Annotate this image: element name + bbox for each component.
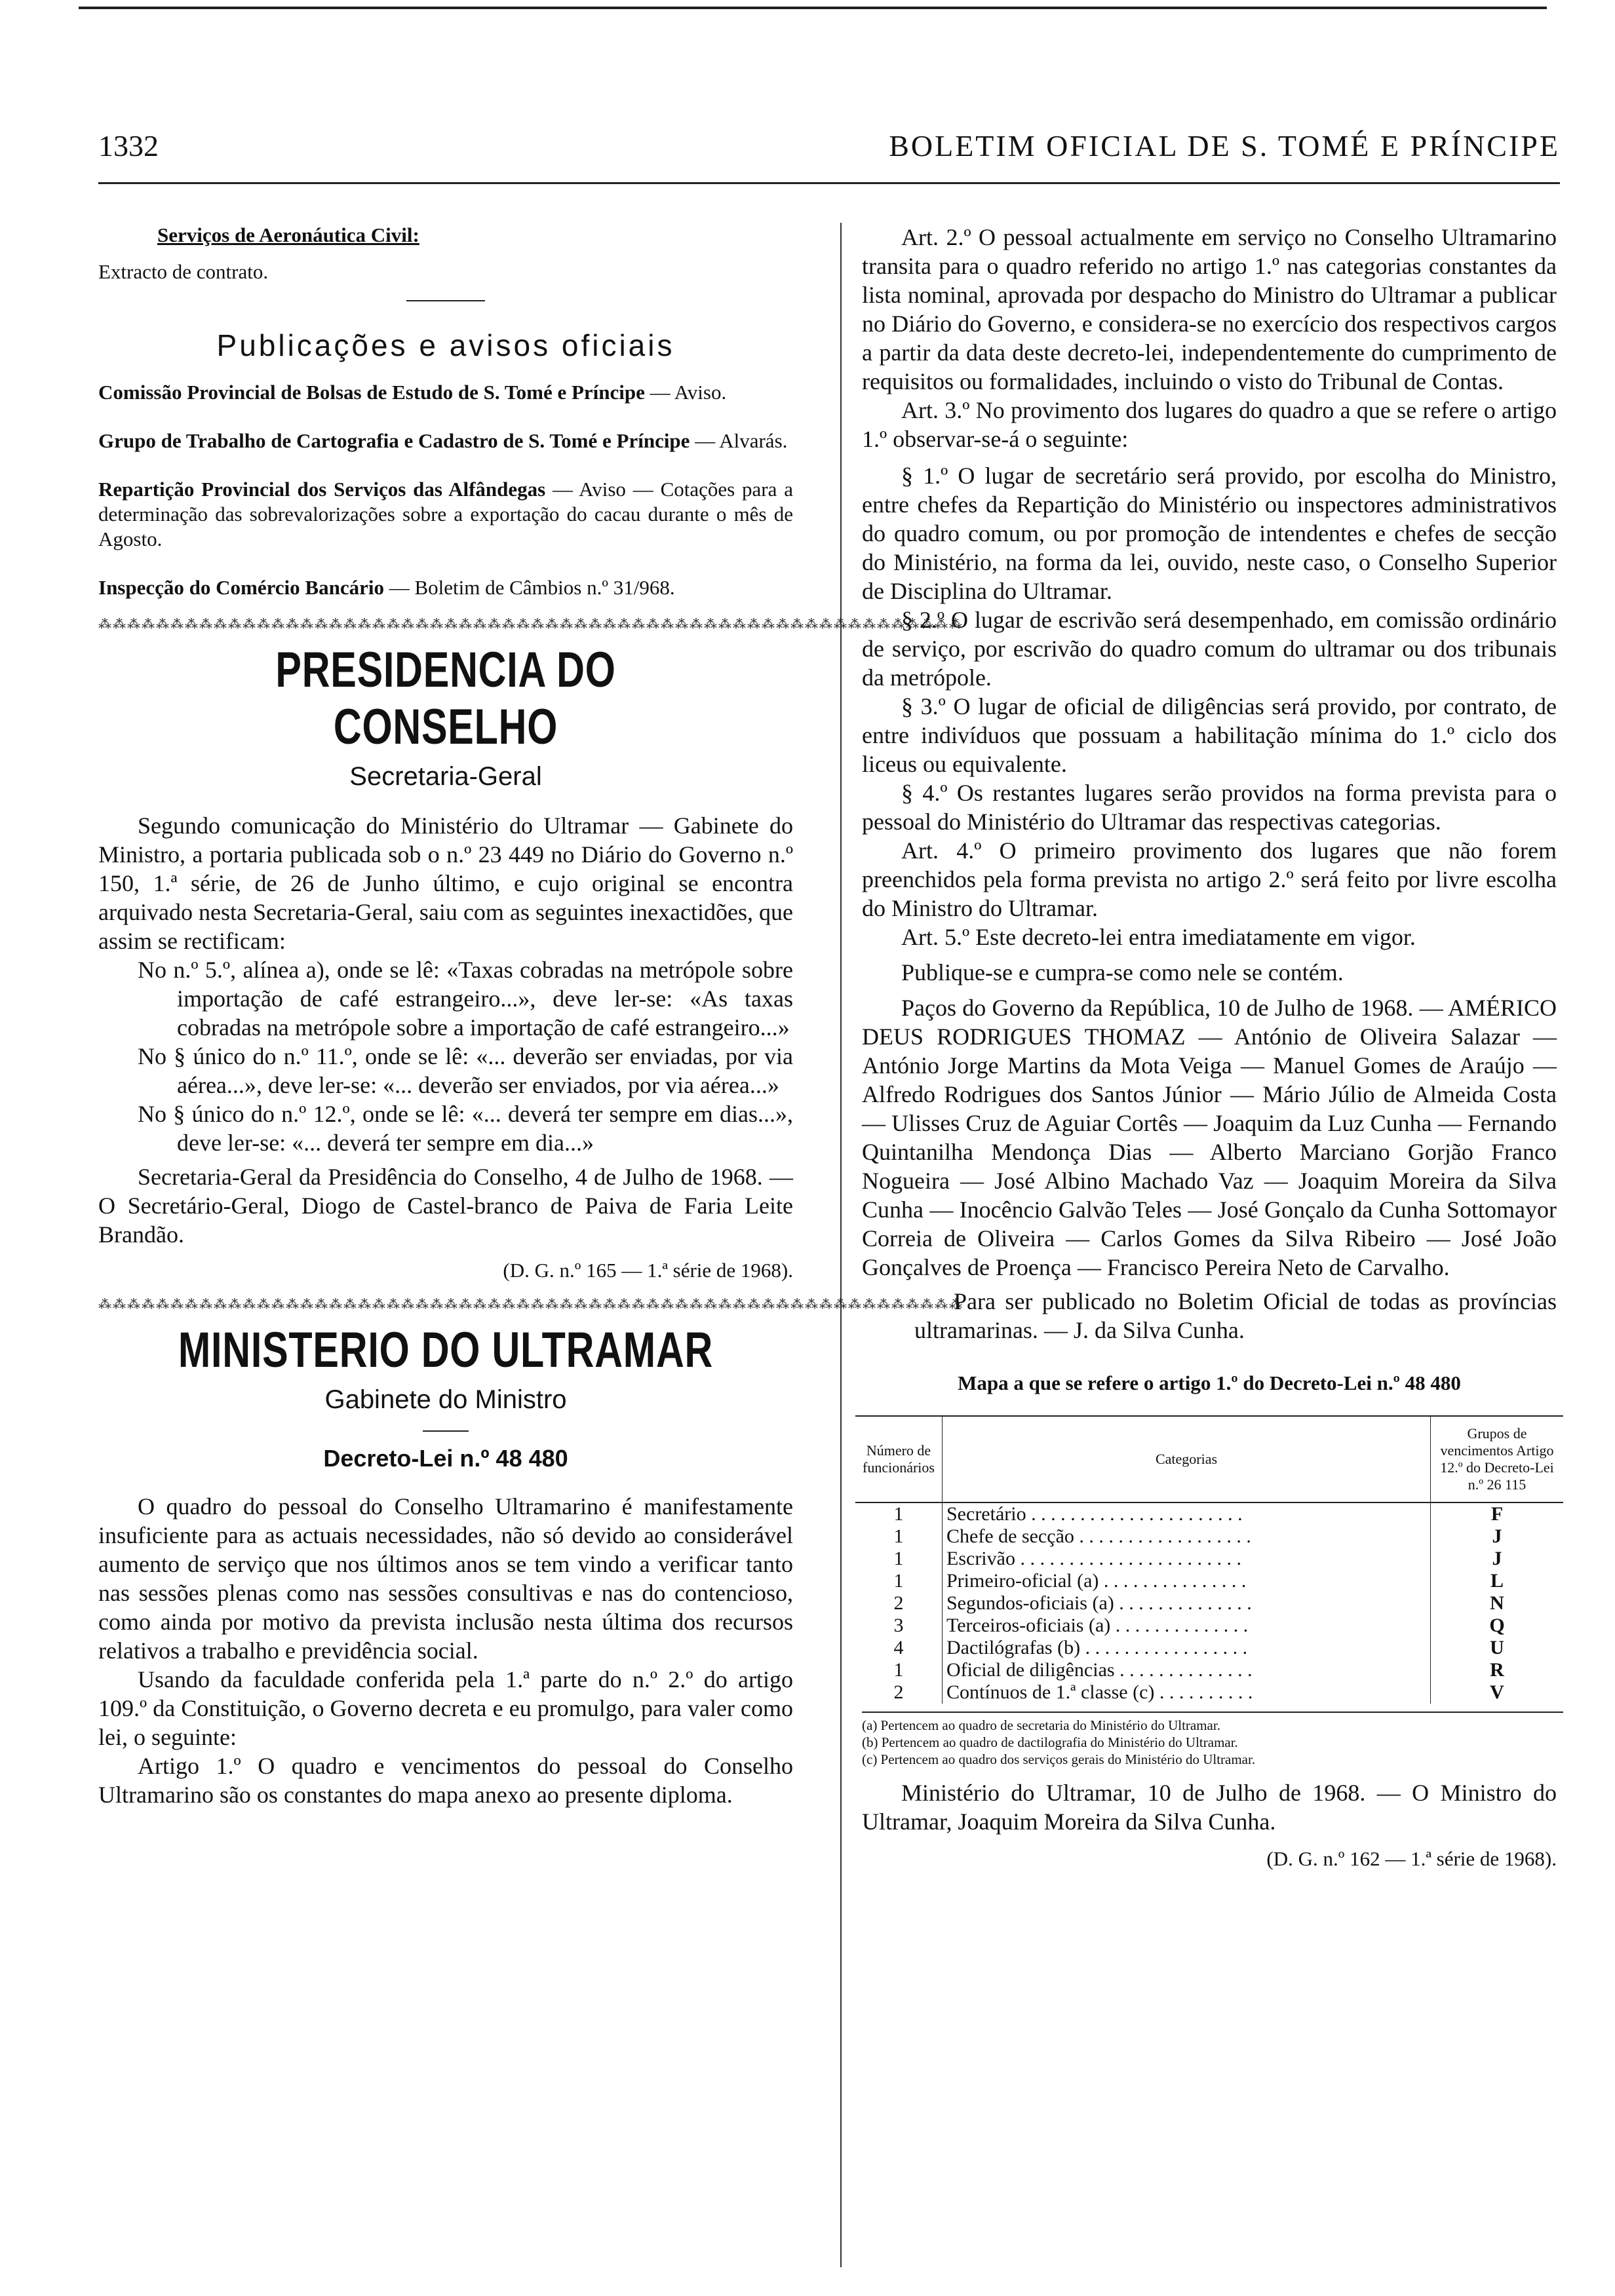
top-border-line [79,7,1547,14]
presidencia-title: PRESIDENCIA DO CONSELHO [275,642,616,755]
divider-dash [406,300,485,301]
article-paragraph: Art. 3.º No provimento dos lugares do quadro a que se refere o artigo 1.º observar-se-á o seguinte: [862,397,1557,452]
right-column [862,223,1557,2270]
article-paragraph: Art. 2.º O pessoal actualmente em serviço no Conselho Ultramarino transita para o quadro referido no artigo 1.º nas categorias constantes da lista nominal, aprovada por despacho do Ministro do Ultramar a publicar no Diário do Governo, e considera-se no exercício dos respectivos cargos a partir da data deste decreto-lei, independentemente do cumprimento de requisitos ou formalidades, incluindo o visto do Tribunal de Contas. [862,224,1557,394]
column-divider [840,223,842,2267]
decreto-paragraph: Artigo 1.º O quadro e vencimentos do pessoal do Conselho Ultramarino são os constantes do mapa anexo ao presente diploma. [98,1753,793,1808]
rectification-item: No n.º 5.º, alínea a), onde se lê: «Taxas cobradas na metrópole sobre importação de café estrangeiro...», deve ler-se: «As taxas cobradas na metrópole sobre a importação de café estrangeiro...» [138,957,793,1041]
article-paragraph: Art. 5.º Este decreto-lei entra imediatamente em vigor. [901,924,1416,950]
mapa-title: Mapa a que se refere o artigo 1.º do Decreto-Lei n.º 48 480 [958,1371,1461,1394]
publications-list [98,380,793,600]
article-paragraph: Art. 4.º O primeiro provimento dos lugares que não forem preenchidos pela forma prevista no artigo 2.º será feito por livre escolha do Ministro do Ultramar. [862,837,1557,921]
table-row: 3 Terceiros-oficiais (a) . . . . . . . . . . . . . . Q [855,1615,1563,1637]
presidencia-reference: (D. G. n.º 165 — 1.ª série de 1968). [503,1259,793,1282]
aero-text: Extracto de contrato. [98,260,269,283]
table-note: (a) Pertencem ao quadro de secretaria do Ministério do Ultramar. [862,1717,1220,1733]
article-paragraph: § 3.º O lugar de oficial de diligências será provido, por contrato, de entre indivíduos que possuam a habilitação mínima do 1.º ciclo dos liceus ou equivalente. [862,693,1557,777]
publication-item: Inspecção do Comércio Bancário — Boletim de Câmbios n.º 31/968. [98,576,675,599]
table-row: 1 Primeiro-oficial (a) . . . . . . . . . . . . . . . L [855,1570,1563,1592]
ministerio-title: MINISTERIO DO ULTRAMAR [178,1322,714,1378]
table-row: 1 Oficial de diligências . . . . . . . . . . . . . . R [855,1659,1563,1681]
column-header-groups: Grupos de vencimentos Artigo 12.º do Decreto-Lei n.º 26 115 [1431,1416,1564,1502]
ornament-divider: ⁂⁂⁂⁂⁂⁂⁂⁂⁂⁂⁂⁂⁂⁂⁂⁂⁂⁂⁂⁂⁂⁂⁂⁂⁂⁂⁂⁂⁂⁂⁂⁂⁂⁂⁂⁂⁂⁂⁂⁂⁂⁂⁂⁂⁂⁂⁂⁂⁂⁂⁂⁂⁂⁂⁂⁂⁂⁂⁂⁂ [98,617,963,632]
ministerio-subtitle: Gabinete do Ministro [324,1385,567,1414]
publicar-line: Para ser publicado no Boletim Oficial de todas as províncias ultramarinas. — J. da Silva Cunha. [914,1288,1557,1343]
table-row: 1 Chefe de secção . . . . . . . . . . . . . . . . . . J [855,1525,1563,1548]
final-signature: Ministério do Ultramar, 10 de Julho de 1968. — O Ministro do Ultramar, Joaquim Moreira da Silva Cunha. [862,1780,1557,1835]
mapa-table [855,1415,1563,1704]
decreto-paragraph: Usando da faculdade conferida pela 1.ª parte do n.º 2.º do artigo 109.º da Constituição, o Governo decreta e eu promulgo, para valer como lei, o seguinte: [98,1666,793,1750]
final-reference: (D. G. n.º 162 — 1.ª série de 1968). [1266,1847,1557,1870]
publication-title: BOLETIM OFICIAL DE S. TOMÉ E PRÍNCIPE [889,129,1560,163]
presidencia-subtitle: Secretaria-Geral [349,762,542,791]
page-number: 1332 [98,129,159,163]
table-row: 2 Segundos-oficiais (a) . . . . . . . . . . . . . . N [855,1592,1563,1615]
divider-dash [423,1430,469,1432]
publications-heading: Publicações e avisos oficiais [216,328,675,362]
table-notes [862,1712,1563,1768]
table-row: 4 Dactilógrafas (b) . . . . . . . . . . . . . . . . . U [855,1637,1563,1659]
header-rule [98,182,1560,184]
rectification-item: No § único do n.º 12.º, onde se lê: «... deverá ter sempre em dias...», deve ler-se: «... deverá ter sempre em dia...» [138,1101,793,1156]
article-paragraph: § 1.º O lugar de secretário será provido, por escolha do Ministro, entre chefes da Repartição do Ministério ou inspectores administrativos do quadro comum, ou por promoção de intendentes e chefes de secção do Ministério, na forma da lei, ouvido, neste caso, o Conselho Superior de Disciplina do Ultramar. [862,463,1557,604]
presidencia-signature: Secretaria-Geral da Presidência do Conselho, 4 de Julho de 1968. — O Secretário-Geral, Diogo de Castel-branco de Paiva de Faria Leite Brandão. [98,1164,793,1248]
article-paragraph: § 2.º O lugar de escrivão será desempenhado, em comissão ordinário de serviço, por escrivão do quadro comum do ultramar ou dos tribunais da metrópole. [862,607,1557,691]
table-row: 2 Contínuos de 1.ª classe (c) . . . . . . . . . . V [855,1681,1563,1704]
table-note: (c) Pertencem ao quadro dos serviços gerais do Ministério do Ultramar. [862,1751,1256,1767]
aero-heading: Serviços de Aeronáutica Civil: [157,223,419,246]
publique-line: Publique-se e cumpra-se como nele se contém. [901,959,1344,985]
table-note: (b) Pertencem ao quadro de dactilografia do Ministério do Ultramar. [862,1734,1238,1750]
publication-item: Grupo de Trabalho de Cartografia e Cadastro de S. Tomé e Príncipe — Alvarás. [98,429,788,452]
publication-item: Comissão Provincial de Bolsas de Estudo de S. Tomé e Príncipe — Aviso. [98,381,727,404]
decreto-paragraph: O quadro do pessoal do Conselho Ultramarino é manifestamente insuficiente para as actuais necessidades, não só devido ao considerável aumento de serviço que nos últimos anos se tem vindo a verificar tanto nas sessões plenas como nas sessões consultivas e nas do contencioso, como ainda por motivo da prevista inclusão nesta última dos recursos relativos a trabalho e previdência social. [98,1493,793,1664]
article-paragraph: § 4.º Os restantes lugares serão providos na forma prevista para o pessoal do Ministério do Ultramar das respectivas categorias. [862,780,1557,835]
publication-item: Repartição Provincial dos Serviços das Alfândegas — Aviso — Cotações para a determinação das sobrevalorizações sobre a exportação do cacau durante o mês de Agosto. [98,478,793,550]
column-header-categories: Categorias [943,1416,1431,1502]
ornament-divider: ⁂⁂⁂⁂⁂⁂⁂⁂⁂⁂⁂⁂⁂⁂⁂⁂⁂⁂⁂⁂⁂⁂⁂⁂⁂⁂⁂⁂⁂⁂⁂⁂⁂⁂⁂⁂⁂⁂⁂⁂⁂⁂⁂⁂⁂⁂⁂⁂⁂⁂⁂⁂⁂⁂⁂⁂⁂⁂⁂⁂ [98,1297,963,1312]
presidencia-paragraph: Segundo comunicação do Ministério do Ultramar — Gabinete do Ministro, a portaria publicada sob o n.º 23 449 no Diário do Governo n.º 150, 1.ª série, de 26 de Junho último, e cujo original se encontra arquivado nesta Secretaria-Geral, saiu com as seguintes inexactidões, que assim se rectificam: [98,813,793,954]
table-row: 1 Escrivão . . . . . . . . . . . . . . . . . . . . . . . J [855,1548,1563,1570]
decreto-title: Decreto-Lei n.º 48 480 [323,1445,568,1472]
column-header-number: Número de funcionários [855,1416,943,1502]
pacos-signatures: Paços do Governo da República, 10 de Julho de 1968. — AMÉRICO DEUS RODRIGUES THOMAZ — António de Oliveira Salazar — António Jorge Martins da Mota Veiga — Manuel Gomes de Araújo — Alfredo Rodrigues dos Santos Júnior — Mário Júlio de Almeida Costa — Ulisses Cruz de Aguiar Cortês — Joaquim da Luz Cunha — Fernando Quintanilha Mendonça Dias — Alberto Marciano Gorjão Franco Nogueira — José Albino Machado Vaz — Joaquim Moreira da Silva Cunha — Inocêncio Galvão Teles — José Gonçalo da Cunha Sottomayor Correia de Oliveira — Carlos Gomes da Silva Ribeiro — José João Gonçalves de Proença — Francisco Pereira Neto de Carvalho. [862,995,1557,1280]
table-row: 1 Secretário . . . . . . . . . . . . . . . . . . . . . . F [855,1502,1563,1525]
page-header [98,128,1560,174]
rectification-item: No § único do n.º 11.º, onde se lê: «... deverão ser enviadas, por via aérea...», deve ler-se: «... deverão ser enviados, por via aérea...» [138,1043,793,1098]
